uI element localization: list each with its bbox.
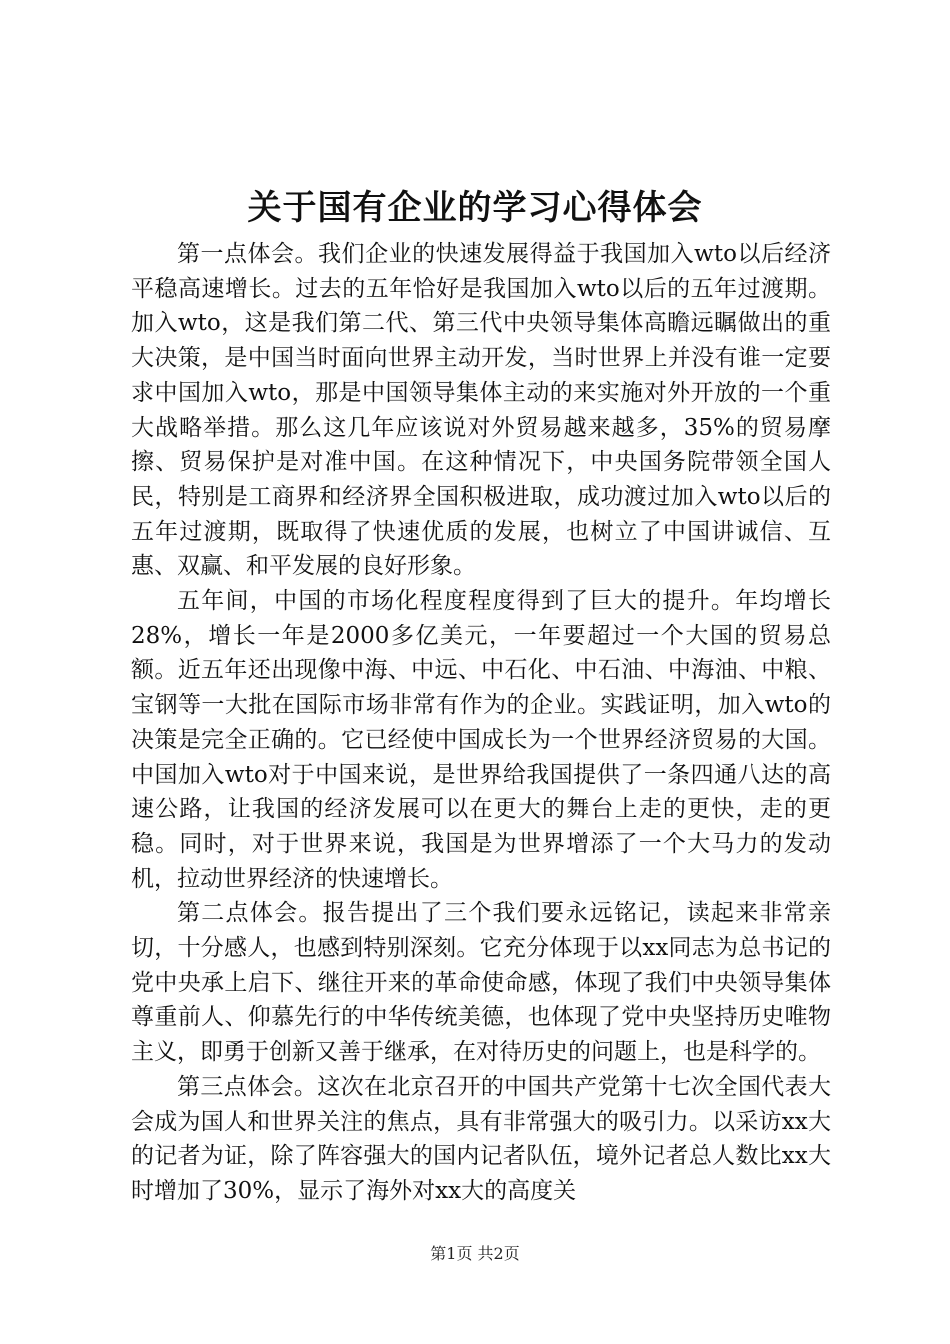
paragraph-2: 五年间，中国的市场化程度程度得到了巨大的提升。年均增长28%，增长一年是2000多亿美元，一年要超过一个大国的贸易总额。近五年还出现像中海、中远、中石化、中石油、中海油、中粮、宝钢等一大批在国际市场非常有作为的企业。实践证明，加入wto的决策是完全正确的。它已经使中国成长为一个世界经济贸易的大国。中国加入wto对于中国来说，是世界给我国提供了一条四通八达的高速公路，让我国的经济发展可以在更大的舞台上走的更快，走的更稳。同时，对于世界来说，我国是为世界增添了一个大马力的发动机，拉动世界经济的快速增长。	[131, 588, 831, 892]
paragraph-4: 第三点体会。这次在北京召开的中国共产党第十七次全国代表大会成为国人和世界关注的焦点，具有非常强大的吸引力。以采访xx大的记者为证，除了阵容强大的国内记者队伍，境外记者总人数比xx大时增加了30%，显示了海外对xx大的高度关	[131, 1073, 831, 1204]
paragraph-3: 第二点体会。报告提出了三个我们要永远铭记，读起来非常亲切，十分感人，也感到特别深刻。它充分体现于以xx同志为总书记的党中央承上启下、继往开来的革命使命感，体现了我们中央领导集体尊重前人、仰慕先行的中华传统美德，也体现了党中央坚持历史唯物主义，即勇于创新又善于继承，在对待历史的问题上，也是科学的。	[131, 900, 831, 1066]
document-title: 关于国有企业的学习心得体会	[247, 188, 703, 228]
paragraph-1: 第一点体会。我们企业的快速发展得益于我国加入wto以后经济平稳高速增长。过去的五年恰好是我国加入wto以后的五年过渡期。加入wto，这是我们第二代、第三代中央领导集体高瞻远瞩做出的重大决策，是中国当时面向世界主动开发，当时世界上并没有谁一定要求中国加入wto，那是中国领导集体主动的来实施对外开放的一个重大战略举措。那么这几年应该说对外贸易越来越多，35%的贸易摩擦、贸易保护是对准中国。在这种情况下，中央国务院带领全国人民，特别是工商界和经济界全国积极进取，成功渡过加入wto以后的五年过渡期，既取得了快速优质的发展，也树立了中国讲诚信、互惠、双赢、和平发展的良好形象。	[131, 241, 831, 580]
page-number-footer: 第1页 共2页	[430, 1244, 520, 1263]
document-body	[131, 237, 831, 1209]
